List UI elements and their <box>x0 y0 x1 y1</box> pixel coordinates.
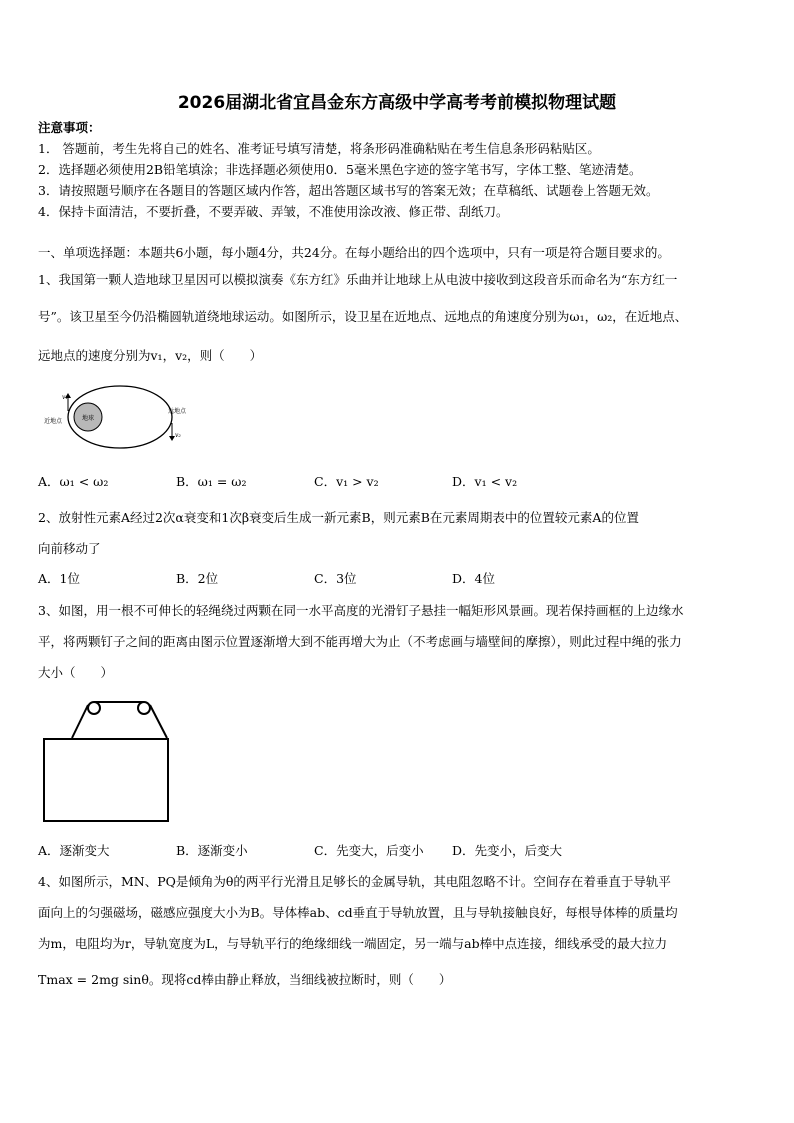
earth-label: 地球 <box>81 415 95 422</box>
question-1-line: 1、我国第一颗人造地球卫星因可以模拟演奏《东方红》乐曲并让地球上从电波中接收到这段音乐而命名为“东方红一 <box>38 272 678 287</box>
option-a: A．逐渐变大 <box>38 843 110 858</box>
question-1-line: 远地点的速度分别为v₁，v₂，则（ ） <box>38 348 263 363</box>
perigee-label: 近地点 <box>44 418 63 425</box>
question-3-line: 3、如图，用一根不可伸长的轻绳绕过两颗在同一水平高度的光滑钉子悬挂一幅矩形风景画。现若保持画框的上边缘水 <box>38 603 684 618</box>
v2-label: v₂ <box>175 432 181 439</box>
option-b: B．ω₁ = ω₂ <box>176 474 247 489</box>
notice-item: 2．选择题必须使用2B铅笔填涂；非选择题必须使用0．5毫米黑色字迹的签字笔书写，字体工整、笔迹清楚。 <box>38 162 642 177</box>
question-2-line: 向前移动了 <box>38 541 101 556</box>
option-b: B．逐渐变小 <box>176 843 248 858</box>
notice-heading: 注意事项： <box>38 120 101 135</box>
question-3-line: 平，将两颗钉子之间的距离由图示位置逐渐增大到不能再增大为止（不考虑画与墙壁间的摩擦），则此过程中绳的张力 <box>38 634 682 649</box>
option-d: D．先变小，后变大 <box>452 843 563 858</box>
apogee-label: 远地点 <box>168 408 187 415</box>
question-1-line: 号”。该卫星至今仍沿椭圆轨道绕地球运动。如图所示，设卫星在近地点、远地点的角速度分别为ω₁，ω₂，在近地点、 <box>38 309 688 324</box>
notice-item: 4．保持卡面清洁，不要折叠，不要弄破、弄皱，不准使用涂改液、修正带、刮纸刀。 <box>38 204 509 219</box>
option-a: A．1位 <box>38 571 80 586</box>
page-title: 2026届湖北省宜昌金东方高级中学高考考前模拟物理试题 <box>177 93 617 113</box>
option-c: C．先变大，后变小 <box>314 843 424 858</box>
option-b: B．2位 <box>176 571 219 586</box>
v1-label: v₁ <box>62 394 68 401</box>
option-a: A．ω₁ < ω₂ <box>38 474 109 489</box>
question-3-line: 大小（ ） <box>38 665 114 680</box>
option-d: D．v₁ < v₂ <box>452 474 518 489</box>
picture-frame-diagram <box>42 697 172 825</box>
section-heading: 一、单项选择题：本题共6小题，每小题4分，共24分。在每小题给出的四个选项中，只有一项是符合题目要求的。 <box>38 245 670 260</box>
question-4-line: 为m，电阻均为r，导轨宽度为L，与导轨平行的绝缘细线一端固定，另一端与ab棒中点连接，细线承受的最大拉力 <box>38 936 668 951</box>
notice-item: 1． 答题前，考生先将自己的姓名、准考证号填写清楚，将条形码准确粘贴在考生信息条形码粘贴区。 <box>38 141 600 156</box>
notice-item: 3．请按照题号顺序在各题目的答题区域内作答，超出答题区域书写的答案无效；在草稿纸、试题卷上答题无效。 <box>38 183 659 198</box>
question-4-line: Tmax = 2mg sinθ。现将cd棒由静止释放，当细线被拉断时，则（ ） <box>38 972 452 987</box>
option-d: D．4位 <box>452 571 495 586</box>
question-2-line: 2、放射性元素A经过2次α衰变和1次β衰变后生成一新元素B，则元素B在元素周期表中的位置较元素A的位置 <box>38 510 639 525</box>
question-4-line: 面向上的匀强磁场，磁感应强度大小为B。导体棒ab、cd垂直于导轨放置，且与导轨接触良好，每根导体棒的质量均 <box>38 905 678 920</box>
question-4-line: 4、如图所示，MN、PQ是倾角为θ的两平行光滑且足够长的金属导轨，其电阻忽略不计。空间存在着垂直于导轨平 <box>38 874 671 889</box>
option-c: C．3位 <box>314 571 357 586</box>
option-c: C．v₁ > v₂ <box>314 474 379 489</box>
orbit-diagram <box>44 383 204 453</box>
